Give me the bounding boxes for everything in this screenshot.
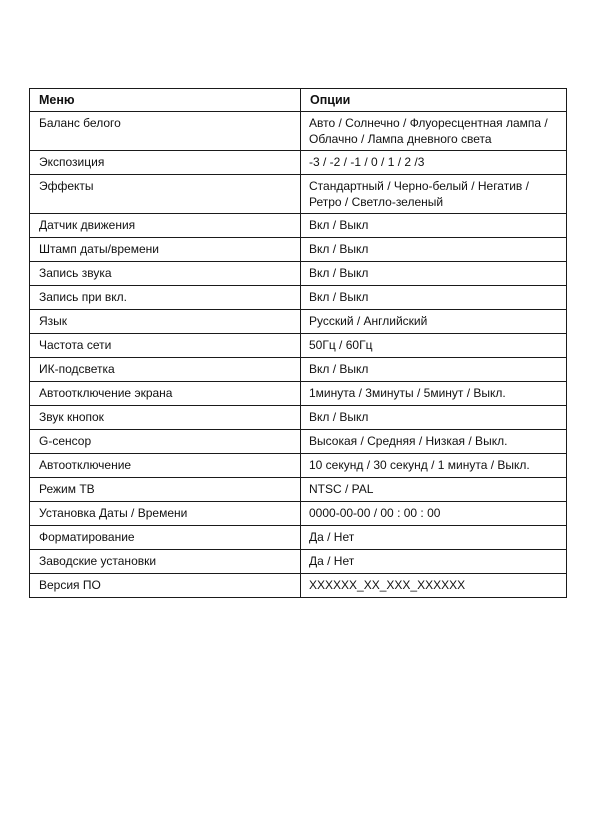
menu-cell: Экспозиция: [30, 151, 301, 175]
options-cell: Вкл / Выкл: [301, 358, 567, 382]
table-row: [30, 334, 567, 358]
options-cell: NTSC / PAL: [301, 478, 567, 502]
options-cell: Стандартный / Черно-белый / Негатив / Ретро / Светло-зеленый: [301, 175, 567, 214]
options-cell: Да / Нет: [301, 550, 567, 574]
menu-column-header: Меню: [30, 89, 301, 112]
table-row: [30, 214, 567, 238]
options-cell: Вкл / Выкл: [301, 214, 567, 238]
options-cell: 10 секунд / 30 секунд / 1 минута / Выкл.: [301, 454, 567, 478]
menu-cell: Установка Даты / Времени: [30, 502, 301, 526]
table-row: [30, 238, 567, 262]
table-row: [30, 478, 567, 502]
options-cell: Русский / Английский: [301, 310, 567, 334]
table-row: [30, 286, 567, 310]
table-row: [30, 502, 567, 526]
table-header-row: [30, 89, 567, 112]
menu-cell: ИК-подсветка: [30, 358, 301, 382]
menu-cell: Форматирование: [30, 526, 301, 550]
options-cell: Вкл / Выкл: [301, 238, 567, 262]
table-row: [30, 151, 567, 175]
menu-cell: Штамп даты/времени: [30, 238, 301, 262]
menu-cell: Автоотключение: [30, 454, 301, 478]
menu-cell: Версия ПО: [30, 574, 301, 598]
options-cell: Высокая / Средняя / Низкая / Выкл.: [301, 430, 567, 454]
menu-cell: Запись звука: [30, 262, 301, 286]
options-column-header: Опции: [301, 89, 567, 112]
options-cell: Вкл / Выкл: [301, 286, 567, 310]
menu-cell: Частота сети: [30, 334, 301, 358]
table-row: [30, 175, 567, 214]
settings-table: [29, 88, 567, 598]
menu-cell: Заводские установки: [30, 550, 301, 574]
menu-cell: Режим ТВ: [30, 478, 301, 502]
table-row: [30, 406, 567, 430]
menu-cell: Звук кнопок: [30, 406, 301, 430]
menu-cell: Запись при вкл.: [30, 286, 301, 310]
options-cell: Авто / Солнечно / Флуоресцентная лампа / Облачно / Лампа дневного света: [301, 112, 567, 151]
options-cell: XXXXXX_XX_XXX_XXXXXX: [301, 574, 567, 598]
menu-cell: Датчик движения: [30, 214, 301, 238]
options-cell: 50Гц / 60Гц: [301, 334, 567, 358]
menu-cell: Автоотключение экрана: [30, 382, 301, 406]
options-cell: Да / Нет: [301, 526, 567, 550]
table-row: [30, 454, 567, 478]
menu-cell: Баланс белого: [30, 112, 301, 151]
table-row: [30, 550, 567, 574]
table-row: [30, 112, 567, 151]
menu-cell: Эффекты: [30, 175, 301, 214]
table-row: [30, 526, 567, 550]
options-cell: Вкл / Выкл: [301, 406, 567, 430]
menu-cell: Язык: [30, 310, 301, 334]
table-row: [30, 358, 567, 382]
table-row: [30, 430, 567, 454]
options-cell: 0000-00-00 / 00 : 00 : 00: [301, 502, 567, 526]
table-row: [30, 382, 567, 406]
menu-cell: G-сенсор: [30, 430, 301, 454]
options-cell: Вкл / Выкл: [301, 262, 567, 286]
table-row: [30, 262, 567, 286]
table-row: [30, 574, 567, 598]
options-cell: -3 / -2 / -1 / 0 / 1 / 2 /3: [301, 151, 567, 175]
table-row: [30, 310, 567, 334]
options-cell: 1минута / 3минуты / 5минут / Выкл.: [301, 382, 567, 406]
